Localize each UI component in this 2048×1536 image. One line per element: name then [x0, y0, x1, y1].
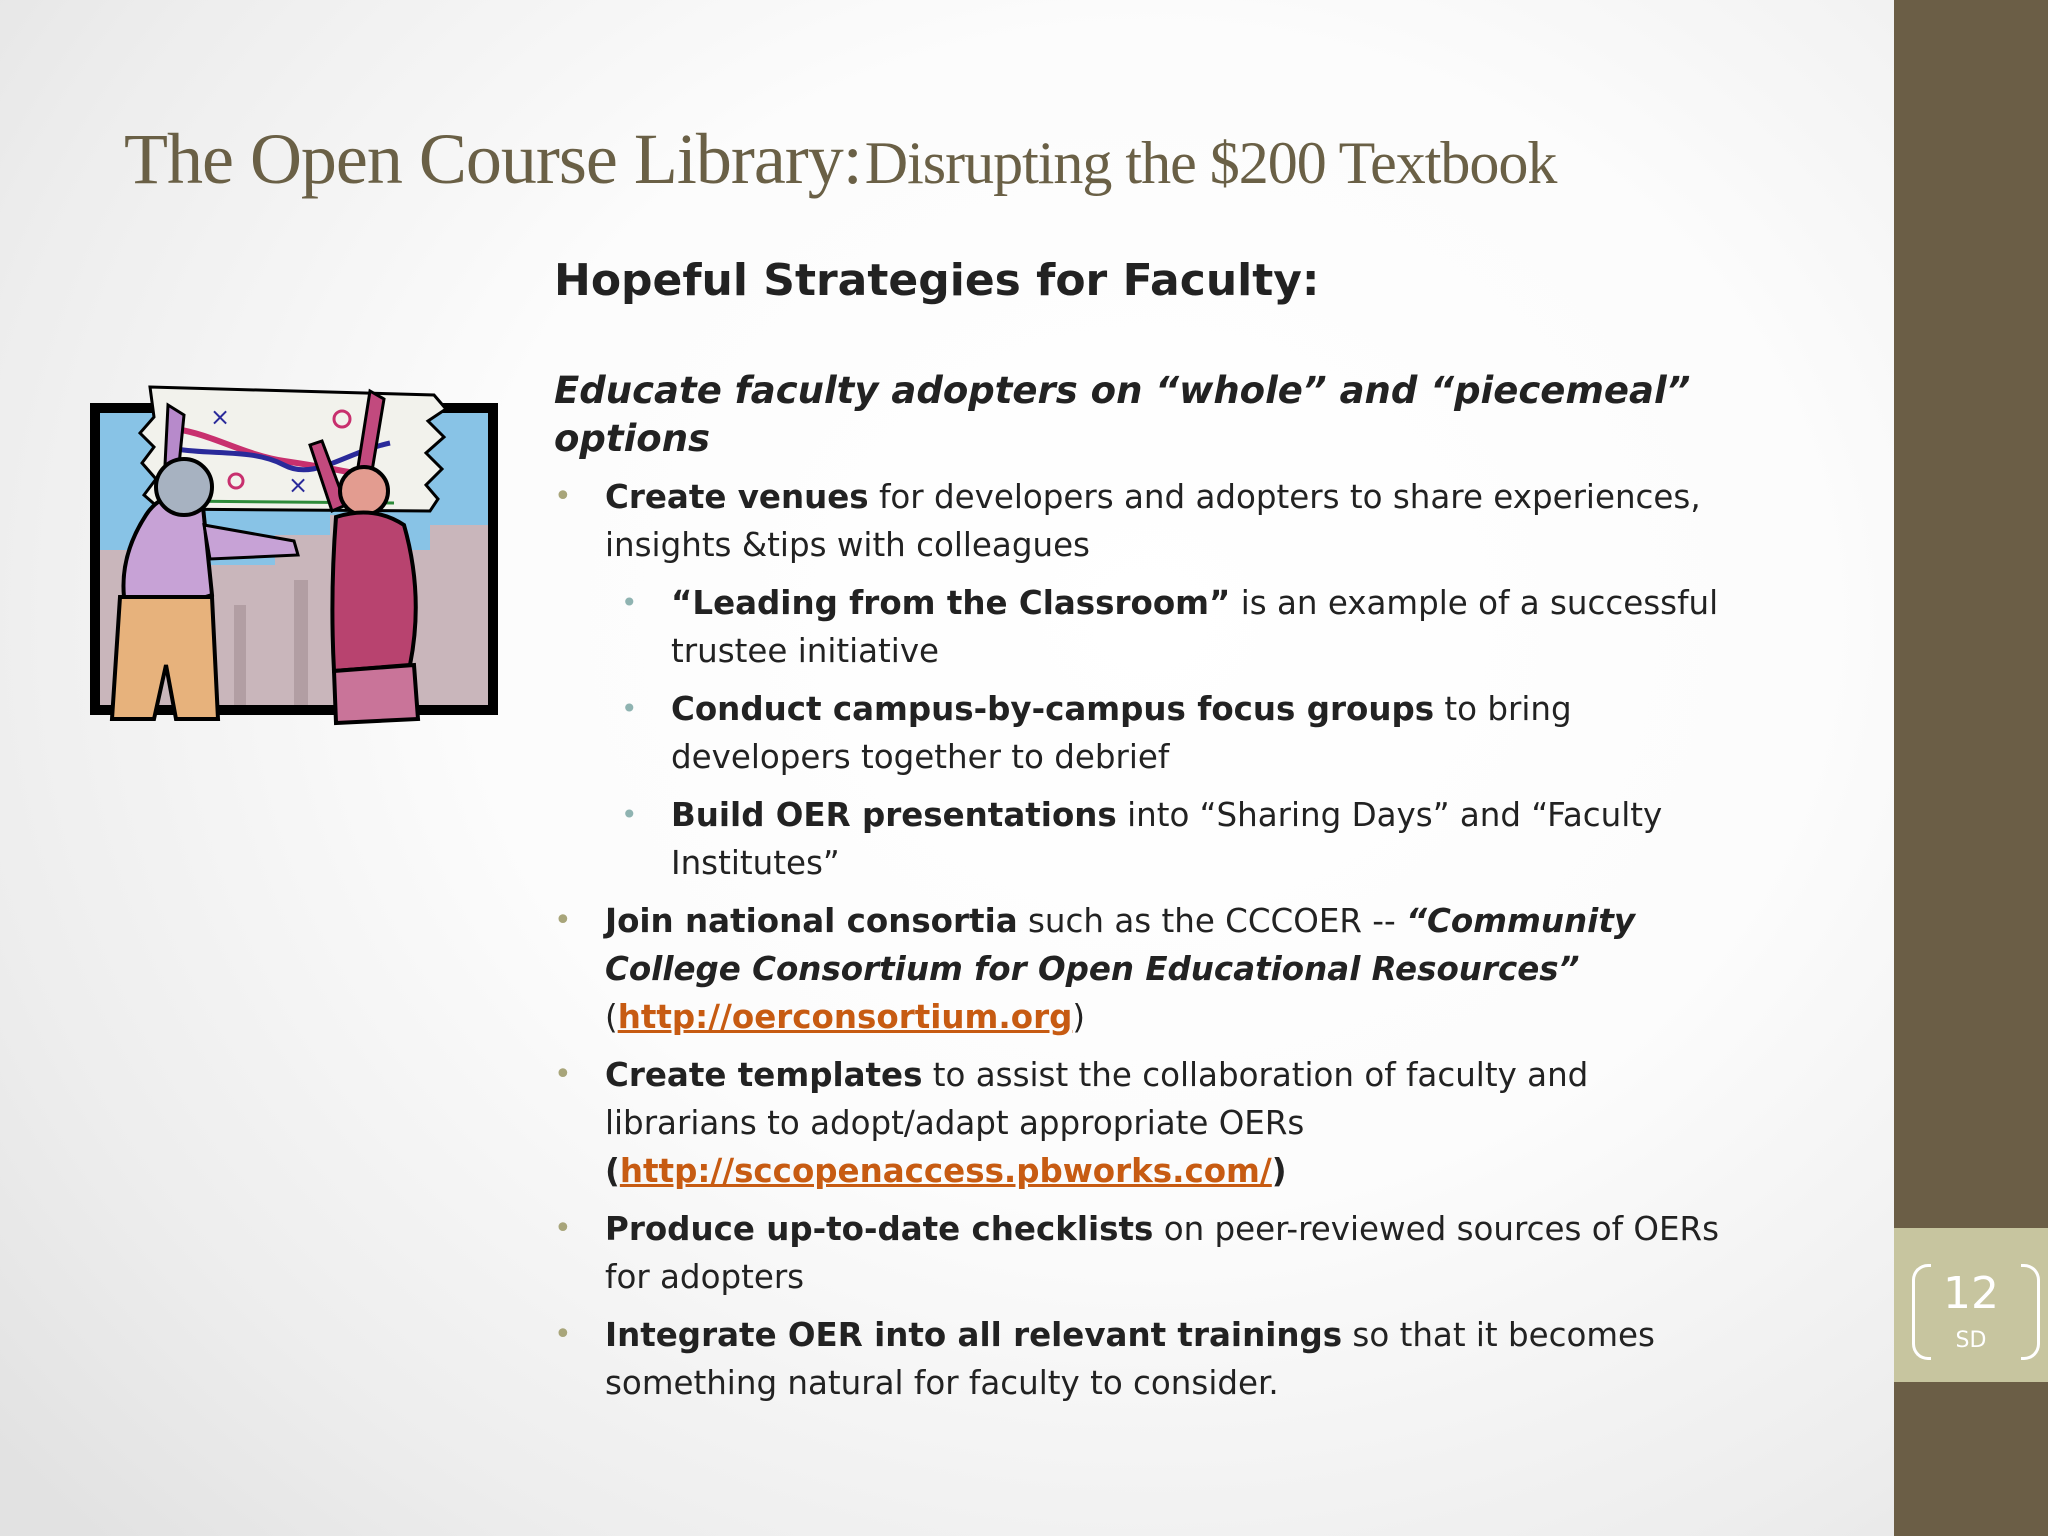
- sub-bullet-bold: “Leading from the Classroom”: [671, 584, 1231, 623]
- page-number: 12: [1943, 1268, 1999, 1319]
- bullet-text: on peer-reviewed sources of OERs for adopters: [605, 1210, 1720, 1297]
- svg-text:×: ×: [288, 471, 309, 499]
- bullet-text: to assist the collaboration of faculty and librarians to adopt/adapt appropriate OERs: [605, 1056, 1589, 1143]
- sub-bullet-item: [605, 685, 1744, 781]
- bullet-item-integrate-oer: [554, 1311, 1744, 1407]
- sccopenaccess-link[interactable]: http://sccopenaccess.pbworks.com/: [619, 1152, 1272, 1191]
- bullet-bold: Create venues: [605, 478, 869, 517]
- bullet-text: such as the CCCOER --: [1017, 902, 1407, 941]
- section-heading: Hopeful Strategies for Faculty:: [554, 255, 1320, 306]
- bullet-list: [554, 473, 1744, 1407]
- bullet-text: for developers and adopters to share experiences, insights &tips with colleagues: [605, 478, 1701, 565]
- sub-bullet-item: [605, 579, 1744, 675]
- bullet-italic: “Community College Consortium for Open Educational Resources”: [605, 902, 1636, 989]
- sub-bullet-bold: Conduct campus-by-campus focus groups: [671, 690, 1435, 729]
- bullet-pre-link: (: [605, 1152, 620, 1191]
- bullet-text: so that it becomes something natural for faculty to consider.: [605, 1316, 1655, 1403]
- bullet-bold: Integrate OER into all relevant trainings: [605, 1316, 1343, 1355]
- page-initials: SD: [1955, 1328, 1987, 1353]
- sub-bullet-text: is an example of a successful trustee initiative: [671, 584, 1719, 671]
- sub-bullet-list: [605, 579, 1744, 887]
- slide-title-main: The Open Course Library:: [124, 119, 862, 199]
- bullet-item-checklists: [554, 1205, 1744, 1301]
- bullet-bold: Create templates: [605, 1056, 923, 1095]
- bullet-post-link: ): [1271, 1152, 1287, 1191]
- people-holding-chart-icon: [84, 375, 504, 731]
- bullet-item-join-consortia: [554, 897, 1744, 1041]
- bullet-bold: Join national consortia: [605, 902, 1018, 941]
- bullet-bold: Produce up-to-date checklists: [605, 1210, 1154, 1249]
- slide-body: [554, 252, 1744, 1417]
- sub-bullet-text: to bring developers together to debrief: [671, 690, 1572, 777]
- sub-heading: Educate faculty adopters on “whole” and “piecemeal” options: [554, 369, 1691, 461]
- sub-bullet-bold: Build OER presentations: [671, 796, 1117, 835]
- bullet-item-create-templates: [554, 1051, 1744, 1195]
- bullet-pre-link: (: [605, 998, 618, 1037]
- slide-title: [124, 118, 1556, 201]
- slide-title-subtitle: Disrupting the $200 Textbook: [864, 130, 1557, 196]
- bullet-item-create-venues: [554, 473, 1744, 887]
- bullet-post-link: ): [1072, 998, 1086, 1037]
- svg-text:×: ×: [210, 403, 231, 431]
- oerconsortium-link[interactable]: http://oerconsortium.org: [617, 998, 1073, 1037]
- page-number-badge: [1894, 1228, 2048, 1382]
- sub-bullet-item: [605, 791, 1744, 887]
- sub-bullet-text: into “Sharing Days” and “Faculty Institutes”: [671, 796, 1663, 883]
